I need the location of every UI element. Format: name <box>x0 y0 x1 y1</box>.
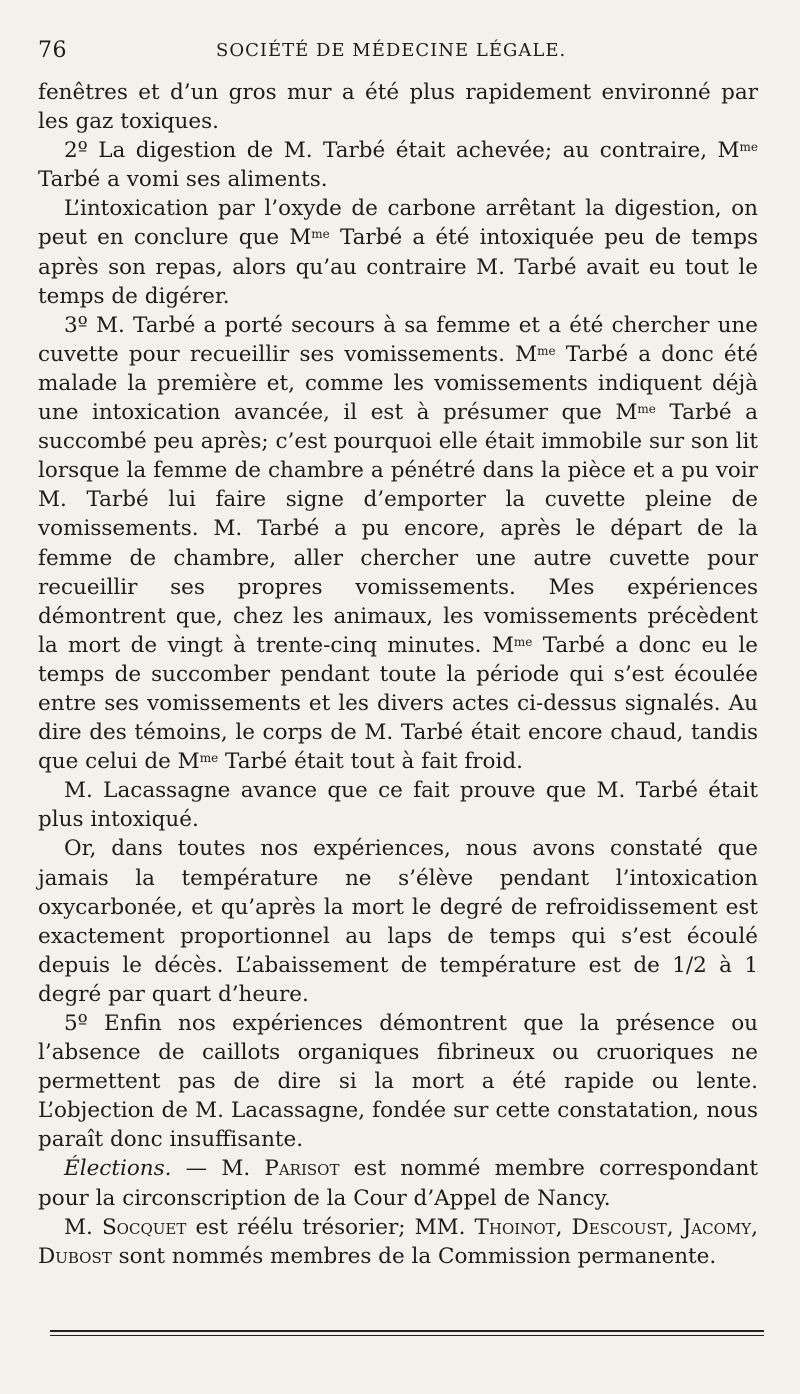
paragraph-digestion: L’intoxication par l’oxyde de carbone arrêtant la digestion, on peut en conclure que $M^{me}$ Tarbé a été intoxiquée peu de temps après son repas, alors qu’au contraire M. Tarbé avait eu tout le temps de digérer. <box>38 196 758 309</box>
person-name: Descoust <box>571 1214 667 1240</box>
person-name: Dubost <box>38 1243 112 1269</box>
rule-thick <box>50 1330 764 1332</box>
running-title: SOCIÉTÉ DE MÉDECINE LÉGALE. <box>216 40 567 61</box>
person-name: Parisot <box>264 1156 340 1182</box>
end-rule <box>50 1330 764 1336</box>
page-number: 76 <box>38 38 67 63</box>
paragraph-continuation: fenêtres et d’un gros mur a été plus rapidement environné par les gaz toxiques. <box>38 80 758 135</box>
paragraph-lacassagne: M. Lacassagne avance que ce fait prouve que M. Tarbé était plus intoxiqué. <box>38 778 758 833</box>
person-name: Socquet <box>101 1214 187 1240</box>
paragraph-point-5: 5º Enfin nos expériences démontrent que la présence ou l’absence de caillots organiques fibrineux ou cruoriques ne permettent pas de dire si la mort a été rapide ou lente. L’objection de M. Lacassagne, fondée sur cette constatation, nous paraît donc insuffisante. <box>38 1011 758 1153</box>
paragraph-treasurer: M. Socquet est réélu trésorier; MM. Thoinot, Descoust, Jacomy, Dubost sont nommés membres de la Commission permanente. <box>38 1214 759 1269</box>
person-name: Jacomy <box>682 1214 752 1240</box>
body-text <box>38 78 758 1271</box>
rule-thin <box>50 1335 764 1336</box>
paragraph-elections: Élections. — M. Parisot est nommé membre correspondant pour la circonscription de la Cour d’Appel de Nancy. <box>38 1156 758 1211</box>
elections-label: Élections. <box>64 1156 172 1182</box>
running-head <box>38 38 758 78</box>
paragraph-point-3: 3º M. Tarbé a porté secours à sa femme et a été chercher une cuvette pour recueillir ses vomissements. $M^{me}$ Tarbé a donc été malade la première et, comme les vomissements indiquent déjà une intoxication avancée, il est à présumer que $M^{me}$ Tarbé a succombé peu après; c’est pourquoi elle était immobile sur son lit lorsque la femme de chambre a pénétré dans la pièce et a pu voir M. Tarbé lui faire signe d’emporter la cuvette pleine de vomissements. M. Tarbé a pu encore, après le départ de la femme de chambre, aller chercher une autre cuvette pour recueillir ses propres vomissements. Mes expériences démontrent que, chez les animaux, les vomissements précèdent la mort de vingt à trente-cinq minutes. $M^{me}$ Tarbé a donc eu le temps de succomber pendant toute la période qui s’est écoulée entre ses vomissements et les divers actes ci-dessus signalés. Au dire des témoins, le corps de M. Tarbé était encore chaud, tandis que celui de $M^{me}$ Tarbé était tout à fait froid. <box>38 312 758 775</box>
paragraph-point-2: 2º La digestion de M. Tarbé était achevée; au contraire, $M^{me}$ Tarbé a vomi ses aliments. <box>38 138 758 193</box>
paragraph-temperature: Or, dans toutes nos expériences, nous avons constaté que jamais la température ne s’élève pendant l’intoxication oxycarbonée, et qu’après la mort le degré de refroidissement est exactement proportionnel au laps de temps qui s’est écoulé depuis le décès. L’abaissement de température est de 1/2 à 1 degré par quart d’heure. <box>38 836 758 1007</box>
person-name: Thoinot <box>474 1214 556 1240</box>
